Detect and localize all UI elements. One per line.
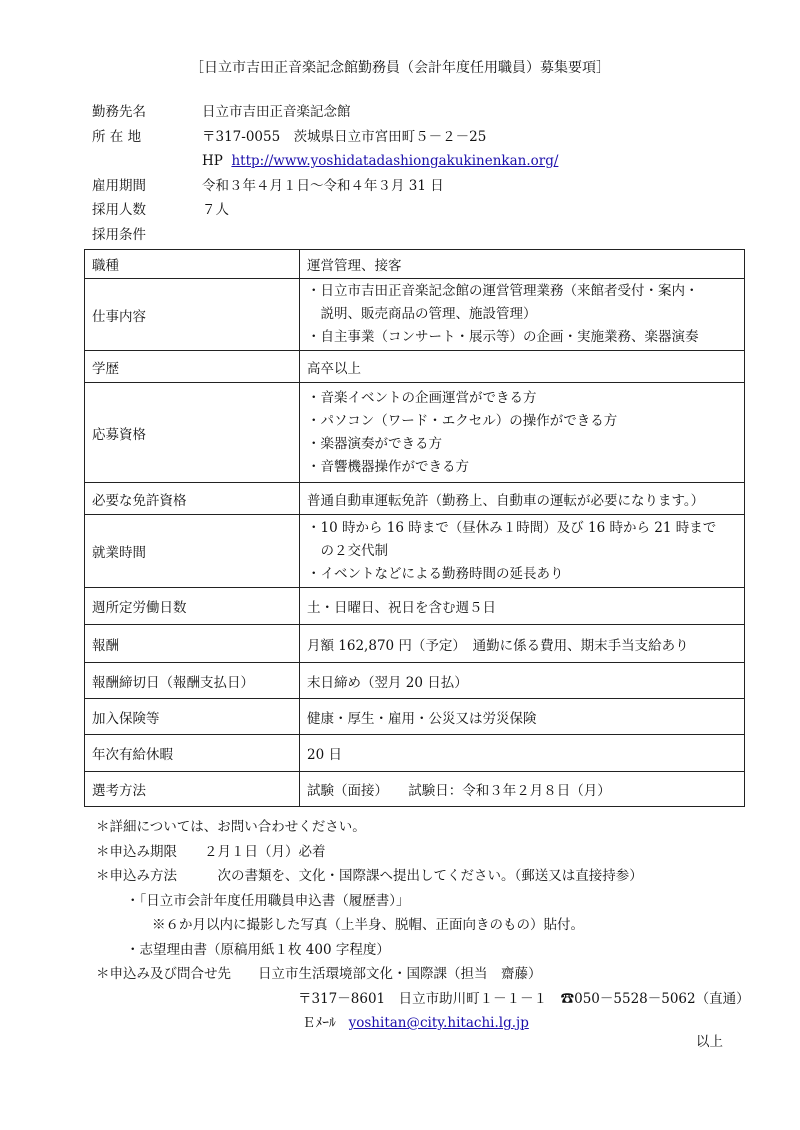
info-label: 採用人数	[92, 202, 146, 218]
bullet-line: ・イベントなどによる勤務時間の延長あり	[307, 565, 564, 582]
row-value	[300, 383, 745, 483]
row-label: 報酬	[85, 625, 300, 663]
table-row	[85, 250, 745, 279]
row-value: 試験（面接） 試験日：令和３年２月８日（月）	[300, 772, 745, 807]
row-value: 高卒以上	[300, 351, 745, 383]
bullet-line: ・10 時から 16 時まで（昼休み１時間）及び 16 時から 21 時まで	[307, 519, 717, 536]
row-label: 報酬締切日（報酬支払日）	[85, 663, 300, 699]
homepage-prefix: HP	[202, 153, 223, 169]
row-value: 土・日曜日、祝日を含む週５日	[300, 588, 745, 625]
bullet-line: 説明、販売商品の管理、施設管理）	[307, 306, 537, 322]
info-label: 雇用期間	[92, 177, 146, 194]
note-photo: ※６か月以内に撮影した写真（上半身、脱帽、正面向きのもの）貼付。	[152, 917, 584, 933]
info-value: 日立市吉田正音楽記念館	[202, 104, 351, 120]
table-row	[85, 735, 745, 772]
table-row	[85, 772, 745, 807]
bullet-line: ・パソコン（ワード・エクセル）の操作ができる方	[307, 412, 618, 429]
table-row	[85, 383, 745, 483]
row-value: 月額 162,870 円（予定） 通勤に係る費用、期末手当支給あり	[300, 625, 745, 663]
table-row	[85, 625, 745, 663]
info-label: 所 在 地	[92, 128, 142, 145]
row-label: 必要な免許資格	[85, 483, 300, 515]
row-label: 加入保険等	[85, 699, 300, 735]
table-row	[85, 483, 745, 515]
bullet-line: の２交代制	[307, 542, 388, 559]
row-value	[300, 279, 745, 351]
info-label: 採用条件	[92, 226, 146, 243]
row-label: 職種	[85, 250, 300, 279]
row-value: 運営管理、接客	[300, 250, 745, 279]
conditions-table	[84, 249, 745, 807]
info-row-headcount	[92, 198, 558, 223]
info-value: 令和３年４月１日～令和４年３月 31 日	[202, 177, 444, 194]
info-row-conditions	[92, 223, 558, 248]
note-email	[96, 1011, 736, 1036]
note-document-2: ・志望理由書（原稿用紙１枚 400 字程度）	[126, 941, 390, 958]
info-row-workplace	[92, 100, 558, 125]
row-value: 末日締め（翌月 20 日払）	[300, 663, 745, 699]
table-row	[85, 279, 745, 351]
row-label: 就業時間	[85, 515, 300, 588]
row-label: 週所定労働日数	[85, 588, 300, 625]
info-value: ７人	[202, 202, 229, 218]
row-label: 仕事内容	[85, 279, 300, 351]
application-notes	[96, 815, 750, 1036]
note-contact: ＊申込み及び問合せ先 日立市生活環境部文化・国際課（担当 齋藤）	[96, 966, 542, 982]
row-value: 健康・厚生・雇用・公災又は労災保険	[300, 699, 745, 735]
table-row	[85, 588, 745, 625]
basic-info	[92, 100, 558, 247]
bullet-line: ・音響機器操作ができる方	[307, 458, 469, 475]
info-row-period	[92, 174, 558, 199]
note-deadline: ＊申込み期限 ２月１日（月）必着	[96, 843, 326, 860]
bullet-line: ・日立市吉田正音楽記念館の運営管理業務（来館者受付・案内・	[307, 283, 699, 299]
info-row-homepage	[92, 149, 558, 174]
info-label: 勤務先名	[92, 104, 146, 120]
row-label: 選考方法	[85, 772, 300, 807]
email-label: Ｅﾒｰﾙ	[302, 1015, 336, 1031]
row-label: 年次有給休暇	[85, 735, 300, 772]
closing-text: 以上	[696, 1034, 723, 1050]
note-contact-address: 〒317－8601 日立市助川町１－１－１ ☎050－5528－5062（直通）	[298, 990, 750, 1007]
row-value: 20 日	[300, 735, 745, 772]
document-title: ［日立市吉田正音楽記念館勤務員（会計年度任用職員）募集要項］	[190, 60, 610, 76]
homepage-link[interactable]: http://www.yoshidatadashiongakukinenkan.org/	[231, 153, 559, 169]
note-document-1: ・「日立市会計年度任用職員申込書（履歴書）」	[126, 892, 410, 909]
note-details: ＊詳細については、お問い合わせください。	[96, 819, 366, 835]
row-label: 応募資格	[85, 383, 300, 483]
info-row-address	[92, 125, 558, 150]
row-value	[300, 515, 745, 588]
bullet-line: ・楽器演奏ができる方	[307, 435, 442, 452]
bullet-line: ・自主事業（コンサート・展示等）の企画・実施業務、楽器演奏	[307, 329, 699, 345]
table-row	[85, 663, 745, 699]
info-value: 〒317-0055 茨城県日立市宮田町５－２－25	[202, 128, 487, 145]
table-row	[85, 351, 745, 383]
table-row	[85, 515, 745, 588]
bullet-line: ・音楽イベントの企画運営ができる方	[307, 389, 537, 406]
note-method: ＊申込み方法 次の書類を、文化・国際課へ提出してください。（郵送又は直接持参）	[96, 868, 643, 884]
row-label: 学歴	[85, 351, 300, 383]
email-link[interactable]: yoshitan@city.hitachi.lg.jp	[348, 1015, 529, 1031]
table-row	[85, 699, 745, 735]
row-value: 普通自動車運転免許（勤務上、自動車の運転が必要になります。）	[300, 483, 745, 515]
